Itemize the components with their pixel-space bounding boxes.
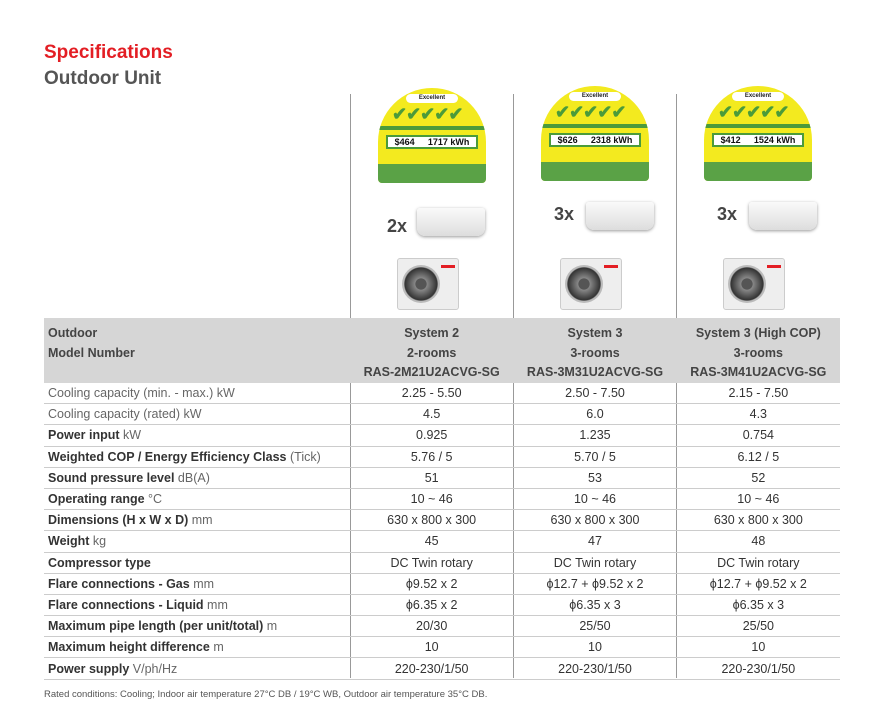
row-label-bold: Compressor type — [48, 555, 151, 570]
system-name: System 3 — [567, 326, 623, 340]
row-label-bold: Maximum height difference — [48, 640, 210, 655]
system-header — [350, 318, 513, 383]
label-footer — [541, 162, 649, 181]
row-label — [44, 510, 350, 531]
fan-icon — [728, 265, 766, 303]
row-value: 51 — [350, 467, 513, 488]
row-label-unit: °C — [144, 492, 163, 507]
row-value: 52 — [677, 467, 840, 488]
header-model-number: Model Number — [48, 345, 135, 360]
row-value: 5.70 / 5 — [513, 446, 676, 467]
indoor-unit-image — [417, 208, 485, 236]
row-label-bold: Power input — [48, 428, 120, 443]
outdoor-unit-image — [723, 258, 785, 310]
label-values — [712, 133, 804, 147]
fan-icon — [402, 265, 440, 303]
row-value: 1.235 — [513, 425, 676, 446]
rating-text: Excellent — [569, 92, 621, 101]
row-label-bold: Weight — [48, 534, 90, 549]
annual-cost: $464 — [394, 137, 415, 147]
annual-kwh: 1717 kWh — [427, 137, 470, 147]
row-label-unit: mm — [189, 576, 215, 591]
row-label-unit: mm — [203, 597, 228, 612]
row-value: ϕ6.35 x 3 — [513, 594, 676, 615]
table-row — [44, 637, 840, 658]
row-value: 630 x 800 x 300 — [513, 510, 676, 531]
system-name: System 2 — [404, 326, 460, 340]
indoor-unit-image — [586, 202, 654, 230]
brand-logo — [604, 265, 618, 268]
row-value: 45 — [350, 531, 513, 552]
row-label-unit: V/ph/Hz — [129, 661, 178, 676]
row-value: 10 ~ 46 — [677, 488, 840, 509]
outdoor-unit-image — [397, 258, 459, 310]
row-value: 4.5 — [350, 404, 513, 425]
row-label-unit: m — [263, 619, 278, 634]
row-value: 6.0 — [513, 404, 676, 425]
system-header — [677, 318, 840, 383]
system-rooms: 3-rooms — [570, 345, 620, 360]
row-label — [44, 383, 350, 404]
row-value: 220-230/1/50 — [350, 658, 513, 679]
row-value: ϕ6.35 x 2 — [350, 594, 513, 615]
indoor-multiplier: 2x — [387, 216, 408, 236]
row-label — [44, 446, 350, 467]
tick-icons: ✔✔✔✔✔ — [718, 102, 789, 122]
table-header-row — [44, 318, 840, 383]
annual-cost: $412 — [720, 135, 741, 145]
row-value: DC Twin rotary — [513, 552, 676, 573]
system-model: RAS-2M21U2ACVG-SG — [363, 365, 500, 379]
label-band — [541, 124, 649, 128]
row-label — [44, 616, 350, 637]
label-band — [704, 124, 812, 128]
row-label — [44, 531, 350, 552]
row-value: ϕ12.7 + ϕ9.52 x 2 — [677, 573, 840, 594]
row-label-bold: Sound pressure level — [48, 470, 175, 485]
row-label — [44, 658, 350, 679]
row-label-bold: Flare connections - Liquid — [48, 597, 204, 612]
page-subtitle: Outdoor Unit — [44, 68, 162, 89]
table-row — [44, 425, 840, 446]
row-value: 2.50 - 7.50 — [513, 383, 676, 404]
row-value: 25/50 — [513, 616, 676, 637]
indoor-unit-image — [749, 202, 817, 230]
table-row — [44, 510, 840, 531]
row-label-unit: Cooling capacity (min. - max.) kW — [48, 385, 235, 400]
fan-icon — [565, 265, 603, 303]
system-rooms: 3-rooms — [733, 345, 783, 360]
row-value: 10 ~ 46 — [350, 488, 513, 509]
row-label — [44, 594, 350, 615]
row-value: 10 — [513, 637, 676, 658]
row-label — [44, 488, 350, 509]
row-label-unit: (Tick) — [286, 449, 321, 464]
header-label — [44, 318, 350, 383]
label-footer — [378, 164, 486, 183]
table-row — [44, 383, 840, 404]
row-label-bold: Power supply — [48, 661, 130, 676]
table-row — [44, 594, 840, 615]
table-row — [44, 658, 840, 679]
system-name: System 3 (High COP) — [695, 326, 821, 340]
row-value: 220-230/1/50 — [677, 658, 840, 679]
row-label — [44, 552, 350, 573]
row-value: 47 — [513, 531, 676, 552]
row-label-unit: dB(A) — [174, 470, 210, 485]
row-label — [44, 425, 350, 446]
row-label-unit: kg — [89, 534, 107, 549]
energy-rating-label — [704, 86, 812, 181]
row-value: 10 ~ 46 — [513, 488, 676, 509]
table-row — [44, 616, 840, 637]
row-label — [44, 637, 350, 658]
row-label-bold: Flare connections - Gas — [48, 576, 190, 591]
row-label — [44, 404, 350, 425]
table-row — [44, 531, 840, 552]
rating-text: Excellent — [732, 92, 784, 101]
row-label-bold: Weighted COP / Energy Efficiency Class — [48, 449, 287, 464]
table-row — [44, 488, 840, 509]
row-label — [44, 467, 350, 488]
row-value: 0.754 — [677, 425, 840, 446]
indoor-multiplier: 3x — [554, 204, 575, 224]
row-label-unit: m — [209, 640, 224, 655]
row-label-bold: Operating range — [48, 492, 145, 507]
row-value: ϕ9.52 x 2 — [350, 573, 513, 594]
row-value: 48 — [677, 531, 840, 552]
row-label-bold: Dimensions (H x W x D) — [48, 513, 189, 528]
row-value: 20/30 — [350, 616, 513, 637]
row-value: 10 — [350, 637, 513, 658]
row-value: ϕ12.7 + ϕ9.52 x 2 — [513, 573, 676, 594]
brand-logo — [767, 265, 781, 268]
annual-cost: $626 — [557, 135, 578, 145]
header-outdoor: Outdoor — [48, 326, 98, 340]
system-column — [514, 86, 677, 318]
row-label — [44, 573, 350, 594]
row-label-bold: Maximum pipe length (per unit/total) — [48, 619, 264, 634]
row-label-unit: mm — [188, 513, 213, 528]
outdoor-unit-image — [560, 258, 622, 310]
row-value: 630 x 800 x 300 — [677, 510, 840, 531]
row-value: 25/50 — [677, 616, 840, 637]
system-model: RAS-3M41U2ACVG-SG — [690, 365, 827, 379]
system-model: RAS-3M31U2ACVG-SG — [526, 365, 664, 379]
footnote: Rated conditions: Cooling; Indoor air temperature 27°C DB / 19°C WB, Outdoor air temperature 35°C DB. — [44, 689, 488, 700]
brand-logo — [441, 265, 455, 268]
system-header — [513, 318, 676, 383]
system-column — [351, 86, 514, 318]
label-values — [386, 135, 478, 149]
row-value: 10 — [677, 637, 840, 658]
system-column — [677, 86, 840, 318]
table-row — [44, 467, 840, 488]
row-label-unit: kW — [119, 428, 142, 443]
row-value: 2.15 - 7.50 — [677, 383, 840, 404]
tick-icons: ✔✔✔✔✔ — [555, 102, 626, 122]
label-values — [549, 133, 641, 147]
label-band — [378, 126, 486, 130]
annual-kwh: 1524 kWh — [753, 135, 796, 145]
energy-rating-label — [541, 86, 649, 181]
table-row — [44, 573, 840, 594]
row-value: 53 — [513, 467, 676, 488]
row-value: 4.3 — [677, 404, 840, 425]
table-row — [44, 446, 840, 467]
row-value: DC Twin rotary — [677, 552, 840, 573]
system-rooms: 2-rooms — [407, 345, 457, 360]
row-label-unit: Cooling capacity (rated) kW — [48, 407, 202, 422]
tick-icons: ✔✔✔✔✔ — [392, 104, 463, 124]
table-row — [44, 552, 840, 573]
annual-kwh: 2318 kWh — [590, 135, 633, 145]
page-title: Specifications — [44, 42, 173, 63]
energy-rating-label — [378, 88, 486, 183]
row-value: 220-230/1/50 — [513, 658, 676, 679]
spec-table — [44, 318, 840, 680]
row-value: 630 x 800 x 300 — [350, 510, 513, 531]
label-footer — [704, 162, 812, 181]
row-value: DC Twin rotary — [350, 552, 513, 573]
row-value: 2.25 - 5.50 — [350, 383, 513, 404]
row-value: ϕ6.35 x 3 — [677, 594, 840, 615]
table-row — [44, 404, 840, 425]
row-value: 0.925 — [350, 425, 513, 446]
indoor-multiplier: 3x — [717, 204, 738, 224]
row-value: 6.12 / 5 — [677, 446, 840, 467]
rating-text: Excellent — [406, 94, 458, 103]
row-value: 5.76 / 5 — [350, 446, 513, 467]
